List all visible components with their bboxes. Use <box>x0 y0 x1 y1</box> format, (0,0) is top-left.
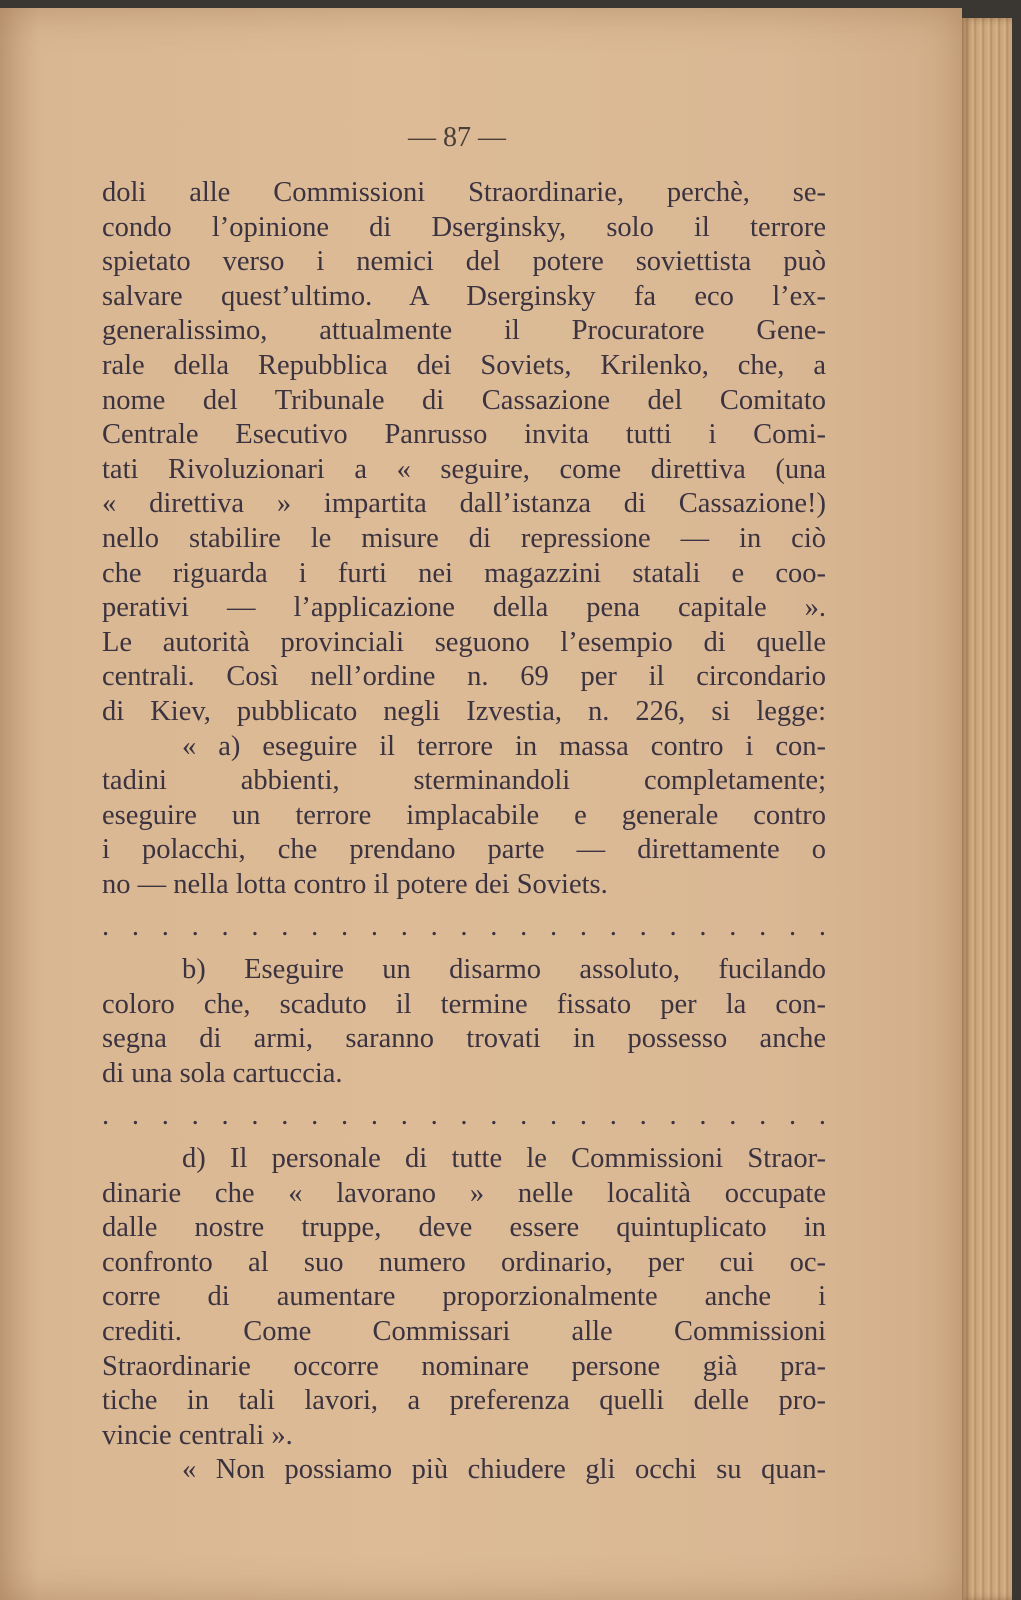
text-line: nome del Tribunale di Cassazione del Comitato <box>102 384 826 416</box>
text-line: « direttiva » impartita dall’istanza di Cassazione!) <box>102 488 826 520</box>
text-line: centrali. Così nell’ordine n. 69 per il circondario <box>102 661 826 693</box>
text-line: salvare quest’ultimo. A Dserginsky fa eco l’ex- <box>102 280 826 312</box>
section-a-line: i polacchi, che prendano parte — direttamente o <box>102 834 826 866</box>
section-d-line: crediti. Come Commissari alle Commissioni <box>102 1316 826 1347</box>
section-b-line: b) Eseguire un disarmo assoluto, fucilando <box>182 954 826 986</box>
text-line: generalissimo, attualmente il Procuratore Gene- <box>102 315 826 347</box>
section-d-line: dinarie che « lavorano » nelle località occupate <box>102 1177 826 1209</box>
section-a-line: no — nella lotta contro il potere dei Soviets. <box>102 868 608 900</box>
section-a-line: tadini abbienti, sterminandoli completamente; <box>102 765 826 797</box>
section-d-line: dalle nostre truppe, deve essere quintuplicato in <box>102 1212 826 1244</box>
section-d-line: Straordinarie occorre nominare persone già pra- <box>102 1350 826 1382</box>
section-d-line: d) Il personale di tutte le Commissioni Straor- <box>182 1143 826 1175</box>
ellipsis-dots: . . . . . . . . . . . . . . . . . . . . . . . . . <box>102 1100 826 1132</box>
text-line: doli alle Commissioni Straordinarie, perchè, se- <box>102 177 826 208</box>
body-text <box>102 176 826 1488</box>
section-b-line: di una sola cartuccia. <box>102 1057 343 1089</box>
text-line: Le autorità provinciali seguono l’esempio di quelle <box>102 626 826 658</box>
page-edges <box>962 18 1012 1600</box>
section-a-line: « a) eseguire il terrore in massa contro i con- <box>182 730 826 762</box>
section-d-line: vincie centrali ». <box>102 1419 293 1451</box>
text-line: Centrale Esecutivo Panrusso invita tutti i Comi- <box>102 419 826 451</box>
section-d-line: tiche in tali lavori, a preferenza quelli delle pro- <box>102 1385 826 1417</box>
text-line: rale della Repubblica dei Soviets, Krilenko, che, a <box>102 349 826 381</box>
text-line: condo l’opinione di Dserginsky, solo il terrore <box>102 211 826 243</box>
section-d-line: confronto al suo numero ordinario, per cui oc- <box>102 1246 826 1278</box>
text-line: tati Rivoluzionari a « seguire, come direttiva (una <box>102 453 826 485</box>
closing-line: « Non possiamo più chiudere gli occhi su quan- <box>182 1454 826 1486</box>
text-line: nello stabilire le misure di repressione — in ciò <box>102 522 826 554</box>
section-d-line: corre di aumentare proporzionalmente anche i <box>102 1281 826 1313</box>
text-line: di Kiev, pubblicato negli Izvestia, n. 226, si legge: <box>102 695 826 727</box>
text-line: che riguarda i furti nei magazzini statali e coo- <box>102 557 826 589</box>
text-line: perativi — l’applicazione della pena capitale ». <box>102 592 826 624</box>
page-number: — 87 — <box>408 122 506 153</box>
section-a-line: eseguire un terrore implacabile e generale contro <box>102 799 826 831</box>
text-line: spietato verso i nemici del potere soviettista può <box>102 246 826 278</box>
ellipsis-dots: . . . . . . . . . . . . . . . . . . . . . . . . . <box>102 911 826 943</box>
section-b-line: segna di armi, saranno trovati in possesso anche <box>102 1023 826 1055</box>
section-b-line: coloro che, scaduto il termine fissato per la con- <box>102 988 826 1020</box>
